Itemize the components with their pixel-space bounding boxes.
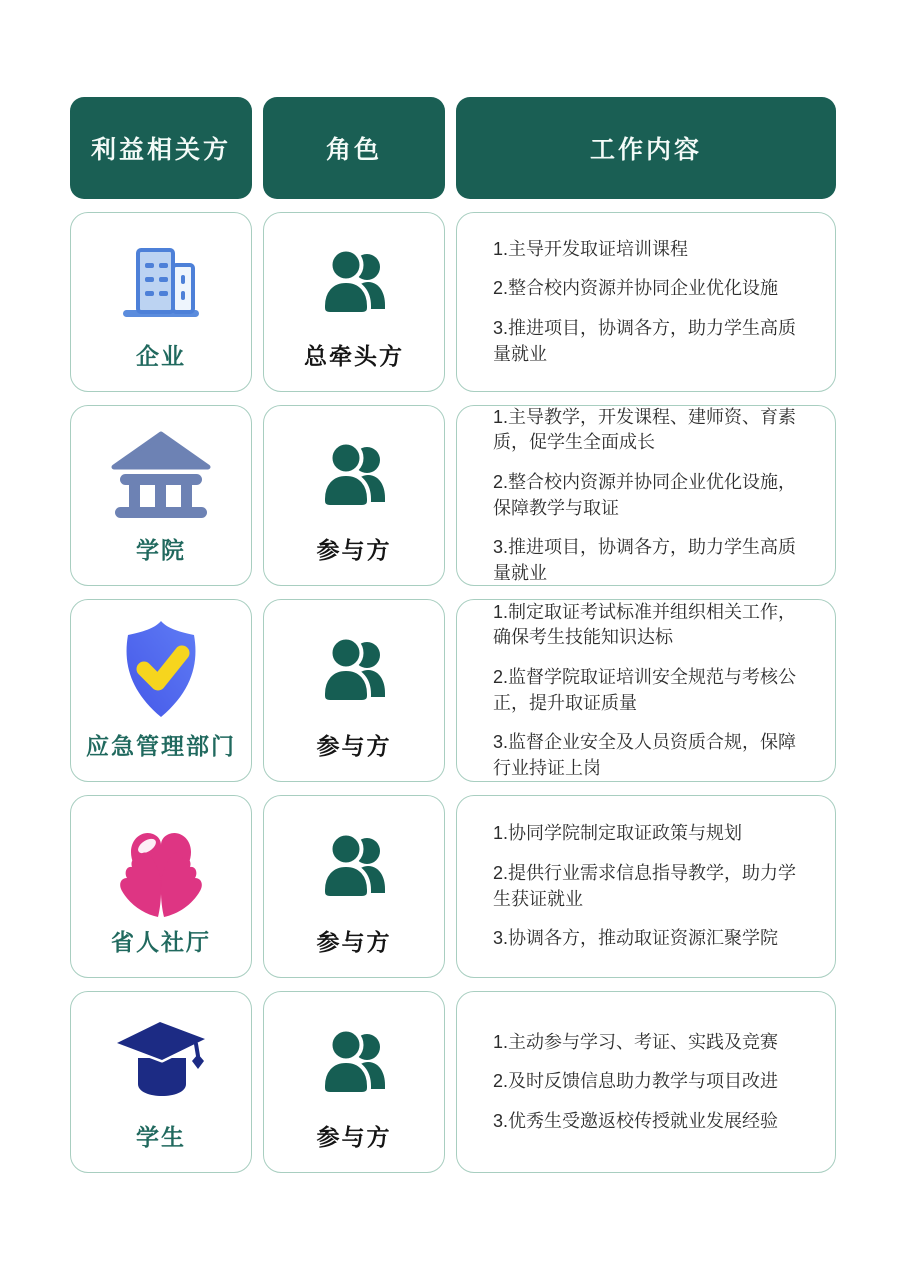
header-stakeholder: [70, 97, 252, 199]
work-item: 2.整合校内资源并协同企业优化设施，保障教学与取证: [493, 471, 797, 518]
work-item: 2.监督学院取证培训安全规范与考核公正，提升取证质量: [493, 666, 797, 713]
content-cell-enterprise: [456, 212, 836, 392]
work-item: 3.监督企业安全及人员资质合规，保障行业持证上岗: [493, 732, 797, 778]
work-item: 3.优秀生受邀返校传授就业发展经验: [493, 1110, 779, 1131]
work-item: 3.推进项目，协调各方，助力学生高质量就业: [493, 318, 797, 364]
role-label: 参与方: [316, 1124, 392, 1150]
work-item: 2.整合校内资源并协同企业优化设施: [493, 278, 779, 299]
stakeholder-label: 学生: [136, 1124, 186, 1150]
work-item: 1.主动参与学习、考证、实践及竞赛: [493, 1031, 779, 1052]
bank-icon: [108, 406, 214, 532]
stakeholder-label: 省人社厅: [111, 929, 211, 955]
role-cell-enterprise: [263, 212, 445, 392]
buildings-icon: [115, 213, 207, 338]
content-cell-emergency-dept: [456, 599, 836, 782]
stakeholder-label: 企业: [136, 343, 186, 369]
content-cell-hr-dept: [456, 795, 836, 978]
stakeholder-cell-enterprise: [70, 212, 252, 392]
shield-check-icon: [111, 600, 211, 728]
people-icon: [315, 406, 393, 532]
content-cell-college: [456, 405, 836, 586]
work-item: 1.制定取证考试标准并组织相关工作，确保考生技能知识达标: [493, 601, 797, 648]
header-content: [456, 97, 836, 199]
role-label: 参与方: [316, 537, 392, 563]
people-icon: [315, 213, 393, 338]
stakeholder-table: [70, 97, 836, 1173]
role-label: 参与方: [316, 929, 392, 955]
role-cell-college: [263, 405, 445, 586]
work-item: 1.协同学院制定取证政策与规划: [493, 823, 743, 844]
people-icon: [315, 992, 393, 1119]
header-role-label: 角色: [325, 136, 382, 164]
stakeholder-cell-emergency-dept: [70, 599, 252, 782]
work-item: 1.主导教学，开发课程、建师资、育素质，促学生全面成长: [493, 406, 797, 453]
stakeholder-cell-hr-dept: [70, 795, 252, 978]
role-label: 参与方: [316, 733, 392, 759]
header-content-label: 工作内容: [589, 136, 702, 164]
header-role: [263, 97, 445, 199]
work-item: 1.主导开发取证培训课程: [493, 238, 689, 259]
header-stakeholder-label: 利益相关方: [90, 136, 231, 164]
role-cell-emergency-dept: [263, 599, 445, 782]
work-item: 3.推进项目，协调各方，助力学生高质量就业: [493, 537, 797, 583]
role-cell-students: [263, 991, 445, 1173]
role-cell-hr-dept: [263, 795, 445, 978]
stakeholder-label: 学院: [136, 537, 186, 563]
hands-heart-icon: [102, 796, 220, 924]
stakeholder-label: 应急管理部门: [86, 733, 236, 759]
role-label: 总牵头方: [304, 343, 404, 369]
content-cell-students: [456, 991, 836, 1173]
people-icon: [315, 600, 393, 728]
work-item: 2.提供行业需求信息指导教学，助力学生获证就业: [493, 862, 797, 909]
stakeholder-cell-students: [70, 991, 252, 1173]
work-item: 3.协调各方，推动取证资源汇聚学院: [493, 928, 779, 949]
stakeholder-cell-college: [70, 405, 252, 586]
work-item: 2.及时反馈信息助力教学与项目改进: [493, 1071, 779, 1092]
graduation-cap-icon: [102, 992, 220, 1119]
people-icon: [315, 796, 393, 924]
